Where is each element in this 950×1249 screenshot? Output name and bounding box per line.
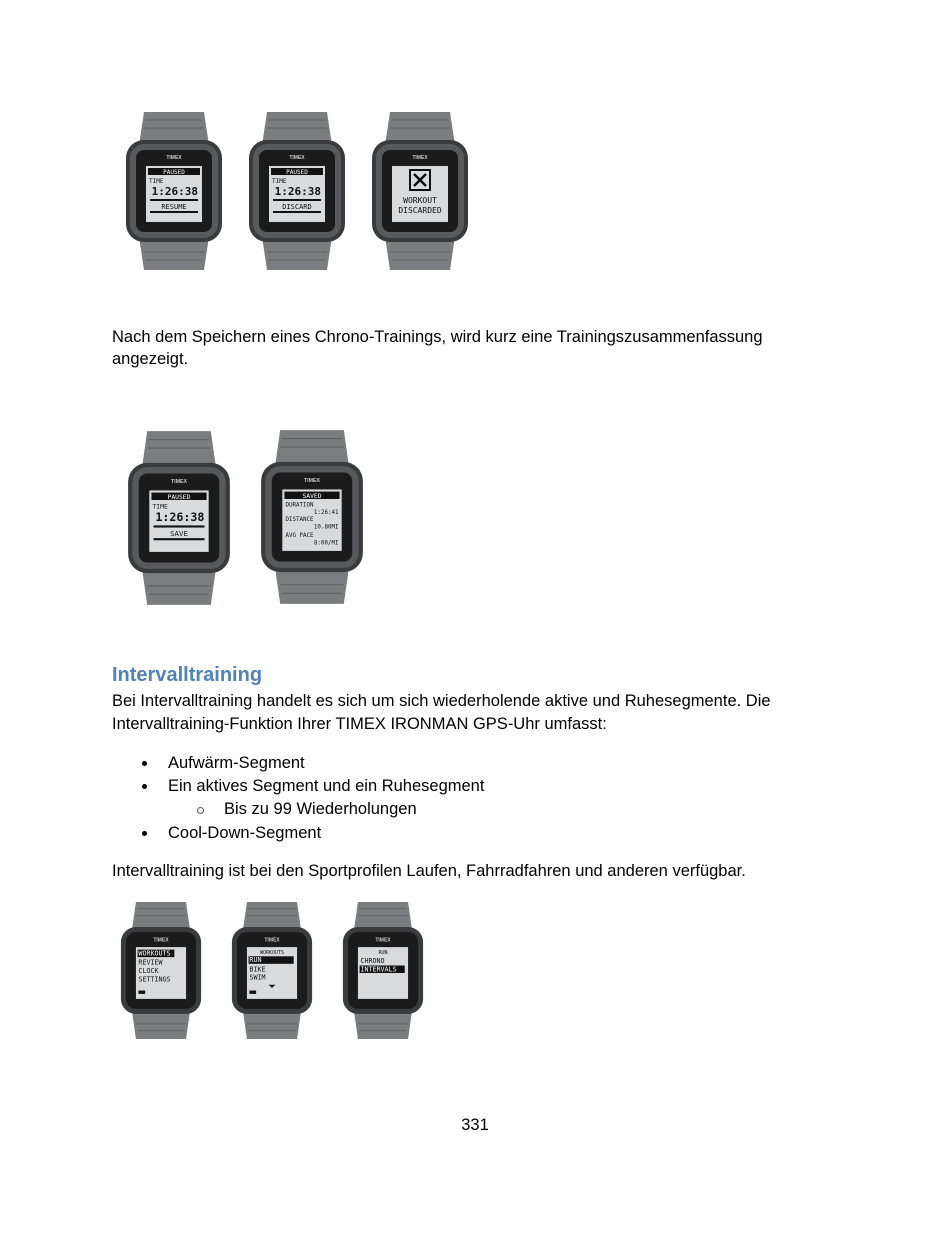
time-value: 1:26:38 — [274, 185, 321, 198]
brand-label: TIMEX — [303, 478, 321, 485]
menu-title: WORKOUTS — [259, 949, 285, 956]
sub-bullet-item: Bis zu 99 Wiederholungen — [224, 800, 417, 818]
menu-item-settings: SETTINGS — [138, 975, 171, 984]
action-label: RESUME — [161, 203, 187, 211]
duration-label: DURATION — [285, 502, 314, 509]
bullet-item: Ein aktives Segment und ein Ruhesegment — [168, 777, 485, 795]
bullet-item: Cool-Down-Segment — [168, 824, 322, 842]
watch-image-workouts-menu — [230, 902, 314, 1039]
watch-image-main-menu — [119, 902, 203, 1039]
bullet-dot — [142, 831, 147, 836]
brand-label: TIMEX — [153, 937, 169, 944]
menu-item-workouts: WORKOUTS — [138, 949, 171, 958]
brand-label: TIMEX — [412, 155, 428, 161]
sub-bullet-circle — [197, 807, 204, 814]
status-label: SAVED — [302, 492, 322, 500]
brand-label: TIMEX — [166, 155, 182, 161]
watch-image-paused-discard — [247, 112, 347, 270]
menu-item-intervals: INTERVALS — [360, 965, 397, 974]
action-label: DISCARD — [282, 203, 312, 211]
distance-label: DISTANCE — [285, 517, 314, 524]
watch-image-run-menu — [341, 902, 425, 1039]
menu-item-run: RUN — [249, 956, 262, 965]
brand-label: TIMEX — [289, 155, 305, 161]
duration-value: 1:26:41 — [313, 509, 339, 516]
page-number: 331 — [461, 1116, 489, 1134]
time-label: TIME — [152, 503, 168, 511]
menu-item-review: REVIEW — [138, 958, 163, 967]
discard-line1: WORKOUT — [403, 196, 437, 205]
battery-icon — [249, 991, 256, 994]
time-value: 1:26:38 — [151, 185, 198, 198]
intro-line: Bei Intervalltraining handelt es sich um sich wiederholende aktive und Ruhesegmente. Die — [112, 692, 771, 710]
menu-item-clock: CLOCK — [138, 967, 159, 976]
status-label: PAUSED — [286, 169, 308, 176]
closing-paragraph: Intervalltraining ist bei den Sportprofilen Laufen, Fahrradfahren und anderen verfügbar. — [112, 862, 746, 880]
watch-image-paused-save — [126, 431, 232, 605]
pace-value: 8:00/MI — [313, 540, 339, 547]
watch-image-saved-summary — [259, 430, 365, 604]
menu-item-swim: SWIM — [249, 973, 266, 982]
status-label: PAUSED — [163, 169, 185, 176]
brand-label: TIMEX — [264, 937, 280, 944]
pace-label: AVG PACE — [285, 533, 314, 540]
bullet-dot — [142, 784, 147, 789]
menu-title: RUN — [378, 949, 388, 956]
section-heading: Intervalltraining — [112, 664, 263, 686]
time-label: TIME — [149, 178, 164, 185]
paragraph-line: Nach dem Speichern eines Chrono-Trainings, wird kurz eine Trainingszusammenfassung — [112, 328, 763, 346]
watch-image-workout-discarded — [370, 112, 470, 270]
time-label: TIME — [272, 178, 287, 185]
status-label: PAUSED — [167, 493, 191, 501]
time-value: 1:26:38 — [155, 510, 205, 525]
menu-item-bike: BIKE — [249, 965, 266, 974]
watch-image-paused-resume — [124, 112, 224, 270]
discard-line2: DISCARDED — [398, 206, 442, 215]
action-label: SAVE — [170, 529, 188, 539]
brand-label: TIMEX — [170, 479, 188, 486]
battery-icon — [138, 991, 145, 994]
distance-value: 10.80MI — [313, 524, 339, 531]
intro-line: Intervalltraining-Funktion Ihrer TIMEX IRONMAN GPS-Uhr umfasst: — [112, 715, 607, 733]
brand-label: TIMEX — [375, 937, 391, 944]
menu-item-chrono: CHRONO — [360, 956, 385, 965]
bullet-item: Aufwärm-Segment — [168, 754, 305, 772]
paragraph-line: angezeigt. — [112, 350, 189, 368]
bullet-dot — [142, 761, 147, 766]
